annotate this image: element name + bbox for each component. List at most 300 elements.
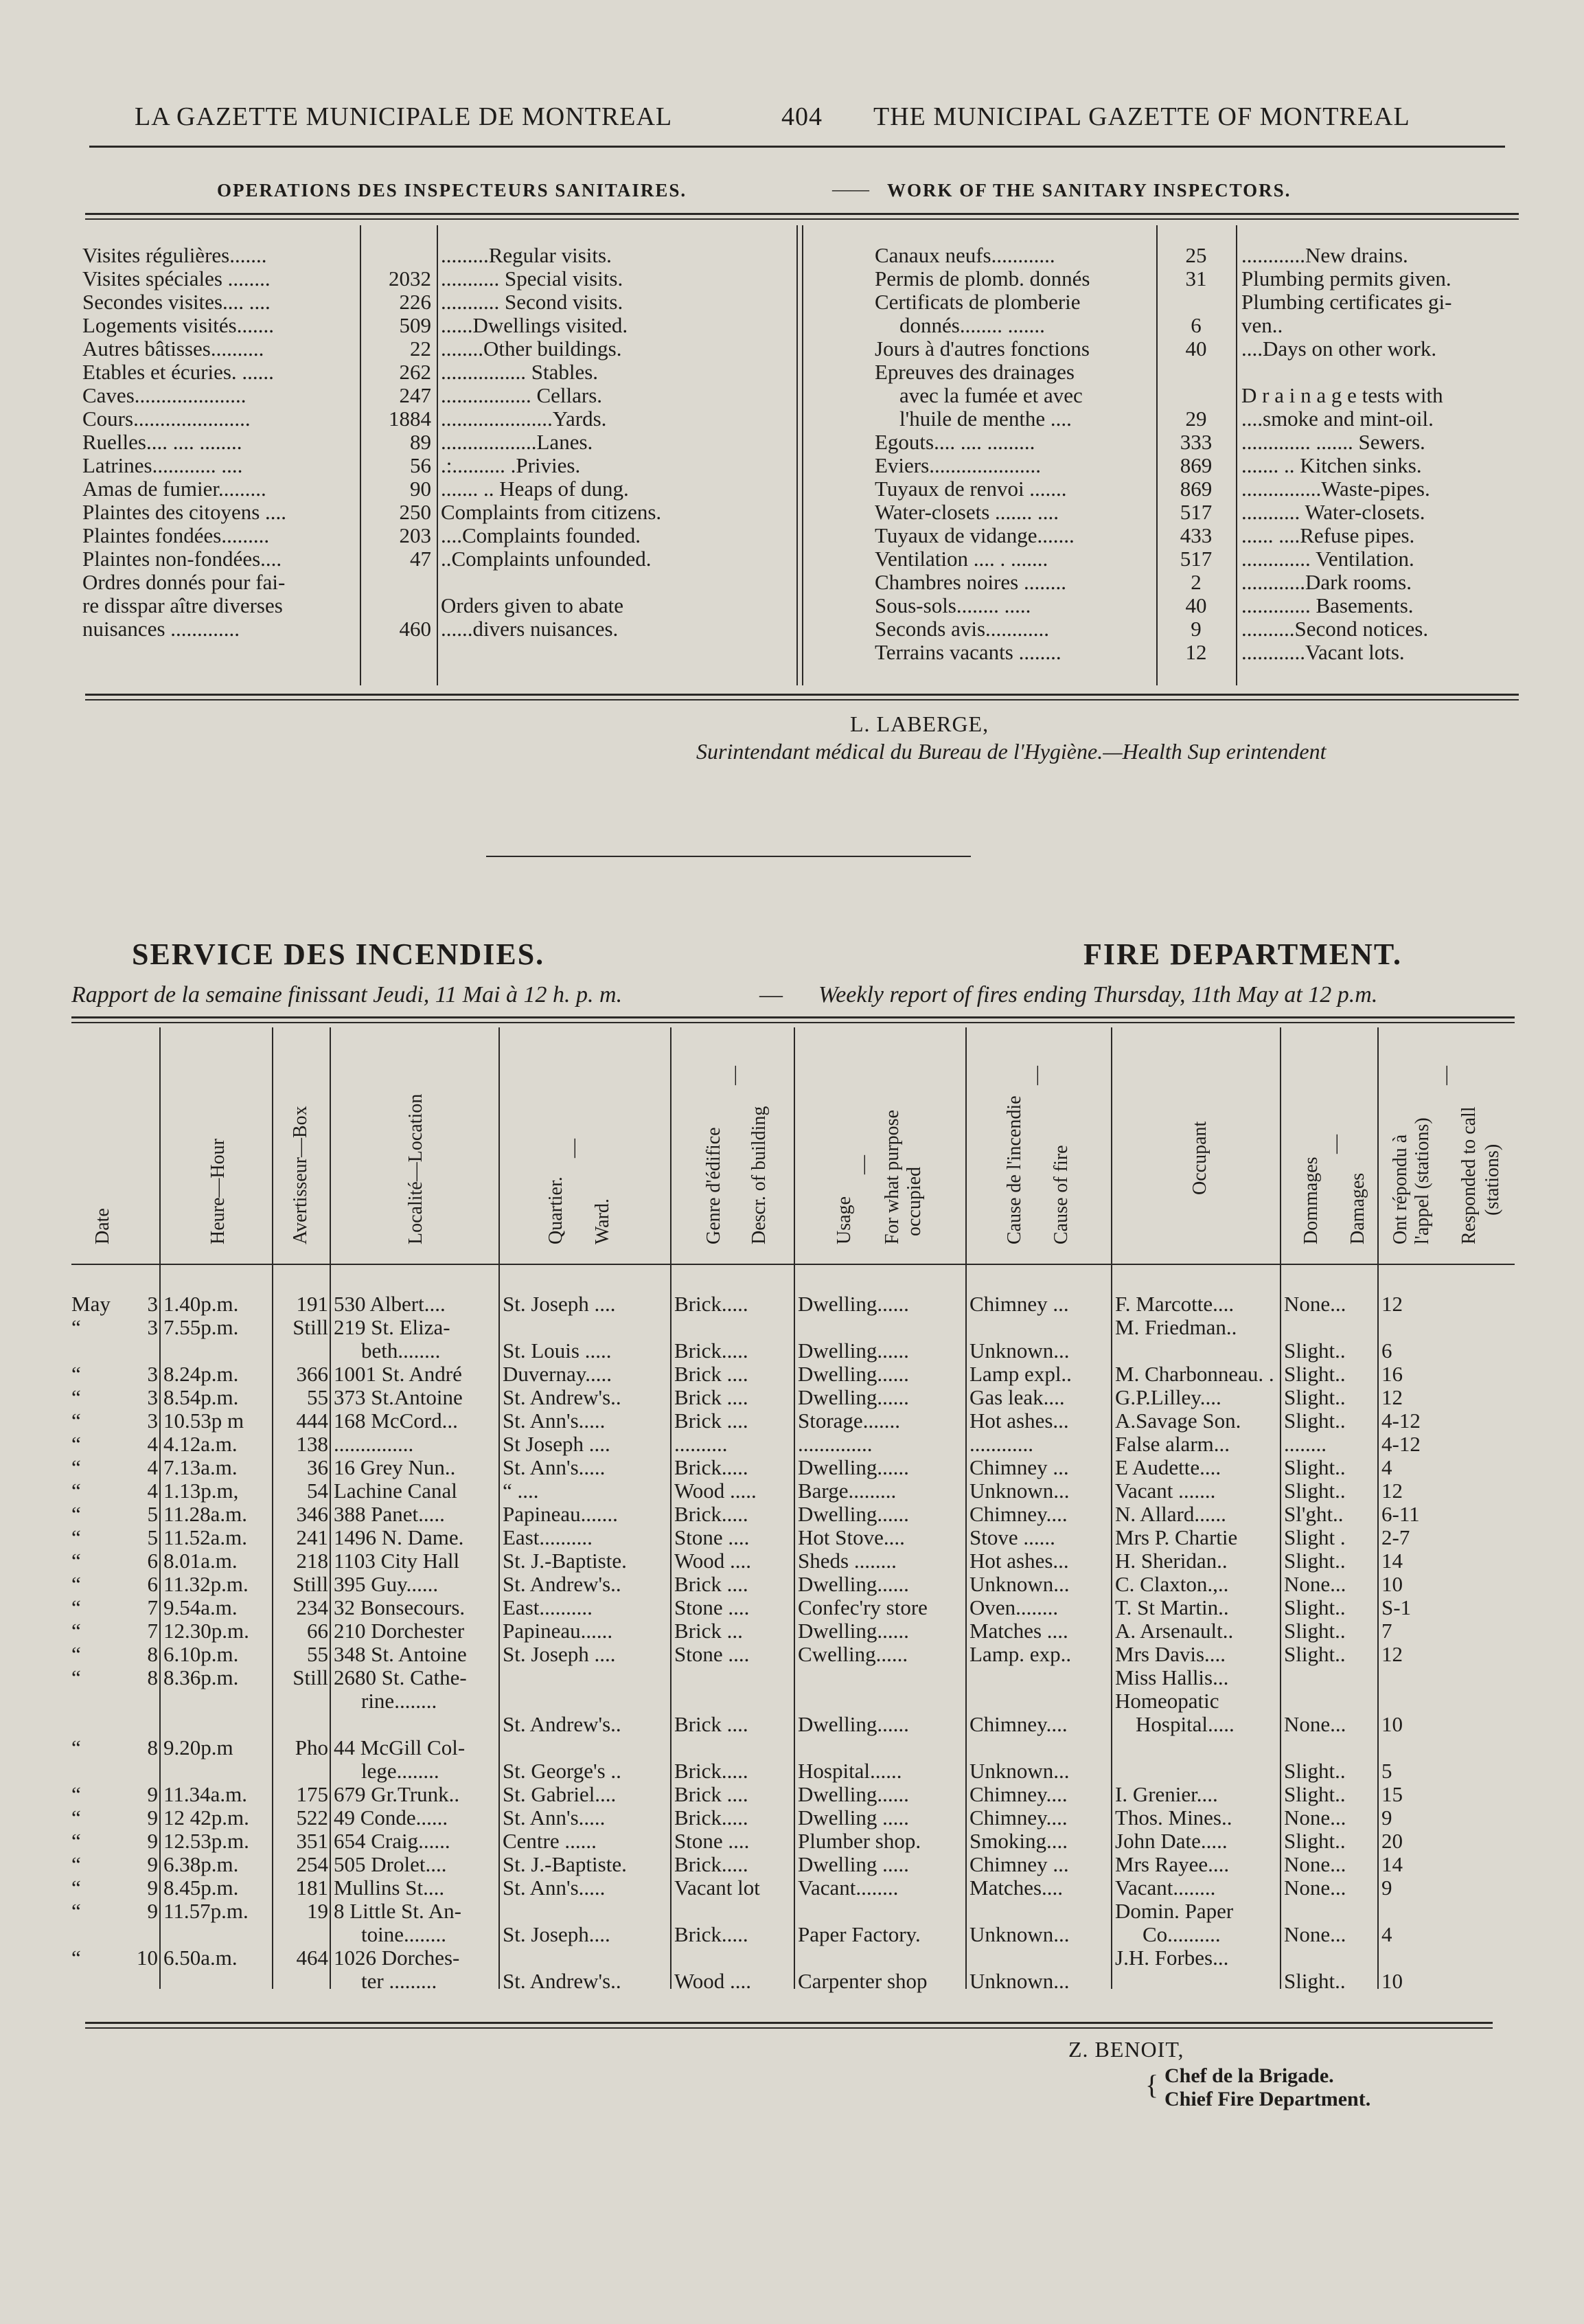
col-header-use-en1: For what purpose: [882, 1110, 903, 1244]
cell-usage: Dwelling......: [798, 1292, 909, 1316]
col-header-dmg-en: Damages: [1347, 1172, 1368, 1244]
cell-usage: Barge.........: [798, 1479, 897, 1503]
cell-damages: Slight..: [1284, 1643, 1346, 1666]
cell-month: “: [71, 1736, 81, 1759]
cell-box: 175: [296, 1783, 328, 1806]
cell-month: “: [71, 1526, 81, 1549]
cell-usage: Dwelling......: [798, 1339, 909, 1363]
sanitary-left-label-en: ......divers nuisances.: [441, 617, 619, 641]
col-header-ward-dash: —: [563, 1139, 584, 1158]
sanitary-right-value: 869: [1180, 477, 1213, 501]
cell-cause: Unknown...: [969, 1759, 1070, 1783]
cell-day: 9: [147, 1806, 158, 1830]
cell-ward: St. J.-Baptiste.: [503, 1853, 627, 1876]
sanitary-right-label-en: ............Dark rooms.: [1241, 570, 1412, 594]
cell-ward: St. Joseph ....: [503, 1292, 616, 1316]
cell-damages: Slight..: [1284, 1970, 1346, 1993]
cell-responded: 4-12: [1381, 1433, 1421, 1456]
cell-responded: 14: [1381, 1549, 1403, 1573]
cell-location: rine........: [361, 1689, 437, 1713]
cell-damages: None...: [1284, 1292, 1346, 1316]
cell-responded: 20: [1381, 1830, 1403, 1853]
cell-day: 9: [147, 1900, 158, 1923]
cell-building: Brick.....: [674, 1759, 748, 1783]
sanitary-left-label-fr: Latrines............ ....: [82, 453, 243, 477]
cell-location: 505 Drolet....: [334, 1853, 447, 1876]
cell-ward: St. J.-Baptiste.: [503, 1549, 627, 1573]
cell-damages: Slight..: [1284, 1830, 1346, 1853]
sanitary-right-label-en: ........... Water-closets.: [1241, 500, 1425, 524]
cell-occupant: H. Sheridan..: [1115, 1549, 1228, 1573]
sanitary-right-label-en: ....smoke and mint-oil.: [1241, 407, 1434, 431]
sanitary-right-label-fr: Epreuves des drainages: [875, 360, 1075, 384]
sanitary-right-label-en: ...... ....Refuse pipes.: [1241, 523, 1415, 547]
cell-location: 44 McGill Col-: [334, 1736, 466, 1759]
cell-responded: 4: [1381, 1456, 1392, 1479]
sanitary-left-label-fr: Ruelles.... .... ........: [82, 430, 242, 454]
cell-responded: 2-7: [1381, 1526, 1410, 1549]
sanitary-left-label-en: .........Regular visits.: [441, 243, 612, 267]
cell-hour: 11.32p.m.: [163, 1573, 249, 1596]
cell-cause: Unknown...: [969, 1923, 1070, 1946]
cell-building: Brick ....: [674, 1713, 748, 1736]
cell-hour: 9.54a.m.: [163, 1596, 238, 1619]
cell-cause: Lamp expl..: [969, 1363, 1072, 1386]
sanitary-left-value: 2032: [389, 266, 431, 290]
sanitary-left-value: 22: [410, 337, 431, 361]
cell-occupant: Vacant........: [1115, 1876, 1216, 1900]
cell-damages: Sl'ght..: [1284, 1503, 1344, 1526]
cell-occupant: False alarm...: [1115, 1433, 1230, 1456]
sanitary-left-label-en: ....Complaints founded.: [441, 523, 641, 547]
cell-usage: Dwelling......: [798, 1503, 909, 1526]
sanitary-left-label-en: ......Dwellings visited.: [441, 313, 628, 337]
cell-damages: None...: [1284, 1876, 1346, 1900]
sanitary-left-value: 247: [399, 383, 431, 407]
cell-usage: Dwelling .....: [798, 1806, 909, 1830]
col-header-bldg-dash: —: [724, 1066, 745, 1085]
cell-building: Brick.....: [674, 1923, 748, 1946]
cell-cause: Chimney....: [969, 1713, 1068, 1736]
cell-occupant: Thos. Mines..: [1115, 1806, 1232, 1830]
sanitary-right-label-en: ....... .. Kitchen sinks.: [1241, 453, 1422, 477]
sanitary-right-label-fr: Certificats de plomberie: [875, 290, 1081, 314]
cell-ward: St. George's ..: [503, 1759, 621, 1783]
cell-location: Mullins St....: [334, 1876, 445, 1900]
cell-ward: East..........: [503, 1596, 593, 1619]
cell-month: “: [71, 1806, 81, 1830]
cell-day: 8: [147, 1666, 158, 1689]
section-divider: [486, 856, 971, 857]
cell-day: 9: [147, 1783, 158, 1806]
cell-usage: Vacant........: [798, 1876, 899, 1900]
sanitary-right-value: 40: [1185, 337, 1207, 361]
cell-usage: ..............: [798, 1433, 873, 1456]
cell-occupant: Vacant .......: [1115, 1479, 1216, 1503]
cell-hour: 11.57p.m.: [163, 1900, 249, 1923]
sanitary-right-label-fr: Jours à d'autres fonctions: [875, 337, 1090, 361]
cell-usage: Dwelling......: [798, 1386, 909, 1409]
cell-day: 5: [147, 1503, 158, 1526]
cell-location: toine........: [361, 1923, 446, 1946]
sanitary-right-label-en: ............Vacant lots.: [1241, 640, 1405, 664]
col-header-resp-fr2: l'appel (stations): [1412, 1117, 1433, 1244]
col-header-hour: Heure—Hour: [207, 1139, 229, 1244]
cell-month: “: [71, 1573, 81, 1596]
cell-building: Stone ....: [674, 1643, 750, 1666]
sanitary-left-value: 203: [399, 523, 431, 547]
cell-hour: 11.52a.m.: [163, 1526, 247, 1549]
cell-cause: Chimney....: [969, 1783, 1068, 1806]
sanitary-right-value: 433: [1180, 523, 1213, 547]
cell-damages: Slight..: [1284, 1339, 1346, 1363]
cell-responded: 10: [1381, 1970, 1403, 1993]
cell-hour: 12.53p.m.: [163, 1830, 249, 1853]
cell-hour: 8.24p.m.: [163, 1363, 239, 1386]
cell-building: Vacant lot: [674, 1876, 760, 1900]
cell-ward: St. Andrew's..: [503, 1386, 621, 1409]
sanitary-left-value: 90: [410, 477, 431, 501]
cell-hour: 8.36p.m.: [163, 1666, 239, 1689]
cell-responded: 14: [1381, 1853, 1403, 1876]
cell-month: “: [71, 1363, 81, 1386]
sanitary-right-value: 6: [1191, 313, 1202, 337]
cell-responded: 7: [1381, 1619, 1392, 1643]
col-header-cause-dash: —: [1026, 1066, 1047, 1085]
fire-subtitle-dash: —: [759, 982, 783, 1007]
sanitary-left-value: 262: [399, 360, 431, 384]
cell-building: Brick ....: [674, 1386, 748, 1409]
cell-location: ...............: [334, 1433, 414, 1456]
cell-location: 1026 Dorches-: [334, 1946, 460, 1970]
cell-occupant: Miss Hallis...: [1115, 1666, 1229, 1689]
col-header-dmg-dash: —: [1325, 1135, 1346, 1154]
cell-month: “: [71, 1666, 81, 1689]
col-header-bldg-fr: Genre d'édifice: [703, 1127, 724, 1244]
cell-cause: Unknown...: [969, 1339, 1070, 1363]
cell-usage: Dwelling......: [798, 1456, 909, 1479]
cell-hour: 12.30p.m.: [163, 1619, 249, 1643]
cell-responded: S-1: [1381, 1596, 1412, 1619]
sanitary-right-label-fr: avec la fumée et avec: [899, 383, 1083, 407]
cell-location: 348 St. Antoine: [334, 1643, 467, 1666]
cell-ward: St. Joseph....: [503, 1923, 610, 1946]
cell-damages: ........: [1284, 1433, 1327, 1456]
cell-usage: Dwelling......: [798, 1363, 909, 1386]
cell-cause: Hot ashes...: [969, 1549, 1069, 1573]
sanitary-left-label-fr: Etables et écuries. ......: [82, 360, 274, 384]
cell-location: 679 Gr.Trunk..: [334, 1783, 460, 1806]
cell-location: beth........: [361, 1339, 441, 1363]
cell-responded: 6-11: [1381, 1503, 1420, 1526]
cell-day: 3: [147, 1363, 158, 1386]
sanitary-right-label-fr: Seconds avis............: [875, 617, 1050, 641]
cell-ward: St Joseph ....: [503, 1433, 610, 1456]
cell-location: 219 St. Eliza-: [334, 1316, 450, 1339]
cell-month: “: [71, 1900, 81, 1923]
cell-building: Brick ....: [674, 1783, 748, 1806]
cell-hour: 8.54p.m.: [163, 1386, 239, 1409]
sanitary-right-value: 25: [1185, 243, 1207, 267]
cell-box: 191: [296, 1292, 328, 1316]
cell-building: Wood ....: [674, 1549, 752, 1573]
cell-building: Stone ....: [674, 1596, 750, 1619]
header-left: LA GAZETTE MUNICIPALE DE MONTREAL: [135, 102, 673, 131]
cell-day: 8: [147, 1643, 158, 1666]
sanitary-right-label-en: ............. Basements.: [1241, 593, 1414, 617]
cell-month: May: [71, 1292, 111, 1316]
sanitary-signature-name: L. LABERGE,: [850, 711, 989, 736]
cell-month: “: [71, 1876, 81, 1900]
cell-cause: Lamp. exp..: [969, 1643, 1072, 1666]
cell-cause: Matches ....: [969, 1619, 1068, 1643]
cell-occupant: A.Savage Son.: [1115, 1409, 1241, 1433]
cell-location: 49 Conde......: [334, 1806, 448, 1830]
cell-location: 210 Dorchester: [334, 1619, 465, 1643]
cell-location: 1001 St. André: [334, 1363, 462, 1386]
cell-month: “: [71, 1503, 81, 1526]
cell-building: Brick ...: [674, 1619, 743, 1643]
fire-signature-line1: Chef de la Brigade.: [1164, 2064, 1334, 2087]
cell-occupant: I. Grenier....: [1115, 1783, 1218, 1806]
cell-month: “: [71, 1433, 81, 1456]
col-header-use-dash: —: [853, 1155, 874, 1174]
cell-building: Wood ....: [674, 1970, 752, 1993]
cell-ward: Centre ......: [503, 1830, 597, 1853]
sanitary-left-label-fr: Visites spéciales ........: [82, 266, 271, 290]
cell-box: Still: [292, 1666, 328, 1689]
sanitary-left-value: 56: [410, 453, 431, 477]
cell-damages: Slight .: [1284, 1526, 1346, 1549]
col-header-resp-fr1: Ont répondu à: [1390, 1134, 1411, 1244]
cell-ward: Papineau......: [503, 1619, 613, 1643]
sanitary-right-label-fr: Tuyaux de renvoi .......: [875, 477, 1067, 501]
cell-damages: Slight..: [1284, 1456, 1346, 1479]
cell-day: 4: [147, 1433, 158, 1456]
cell-location: 530 Albert....: [334, 1292, 446, 1316]
cell-location: 395 Guy......: [334, 1573, 439, 1596]
cell-ward: St. Louis .....: [503, 1339, 612, 1363]
sanitary-left-value: 226: [399, 290, 431, 314]
cell-damages: Slight..: [1284, 1479, 1346, 1503]
cell-damages: Slight..: [1284, 1409, 1346, 1433]
cell-building: Wood .....: [674, 1479, 757, 1503]
sanitary-right-label-en: ............. Ventilation.: [1241, 547, 1414, 571]
sanitary-left-value: 509: [399, 313, 431, 337]
cell-month: “: [71, 1596, 81, 1619]
sanitary-right-label-en: D r a i n a g e tests with: [1241, 383, 1443, 407]
cell-usage: Dwelling......: [798, 1573, 909, 1596]
sanitary-rule-bottom: [85, 694, 1519, 696]
cell-occupant: C. Claxton.,..: [1115, 1573, 1229, 1596]
cell-hour: 6.50a.m.: [163, 1946, 238, 1970]
sanitary-left-label-en: ........... Special visits.: [441, 266, 623, 290]
cell-cause: Stove ......: [969, 1526, 1055, 1549]
cell-usage: Confec'ry store: [798, 1596, 928, 1619]
cell-month: “: [71, 1783, 81, 1806]
sanitary-right-value: 333: [1180, 430, 1213, 454]
cell-day: 4: [147, 1456, 158, 1479]
cell-hour: 6.10p.m.: [163, 1643, 239, 1666]
cell-occupant: Mrs Rayee....: [1115, 1853, 1230, 1876]
cell-month: “: [71, 1619, 81, 1643]
sanitary-left-label-en: ................ Stables.: [441, 360, 599, 384]
cell-location: ter .........: [361, 1970, 437, 1993]
cell-cause: Unknown...: [969, 1970, 1070, 1993]
cell-hour: 8.45p.m.: [163, 1876, 239, 1900]
cell-location: 16 Grey Nun..: [334, 1456, 456, 1479]
cell-cause: Chimney ...: [969, 1292, 1069, 1316]
cell-day: 3: [147, 1409, 158, 1433]
sanitary-right-label-en: ven..: [1241, 313, 1283, 337]
cell-occupant: John Date.....: [1115, 1830, 1228, 1853]
cell-building: Brick.....: [674, 1503, 748, 1526]
sanitary-left-label-fr: re disspar aître diverses: [82, 593, 283, 617]
sanitary-right-label-fr: Eviers.....................: [875, 453, 1041, 477]
cell-damages: Slight..: [1284, 1386, 1346, 1409]
col-header-date: Date: [92, 1208, 113, 1244]
sanitary-right-label-fr: Terrains vacants ........: [875, 640, 1061, 664]
cell-hour: 4.12a.m.: [163, 1433, 238, 1456]
cell-cause: Unknown...: [969, 1573, 1070, 1596]
sanitary-left-label-fr: Amas de fumier.........: [82, 477, 266, 501]
cell-occupant: N. Allard......: [1115, 1503, 1226, 1526]
cell-occupant: E Audette....: [1115, 1456, 1221, 1479]
cell-ward: St. Andrew's..: [503, 1713, 621, 1736]
cell-location: 2680 St. Cathe-: [334, 1666, 467, 1689]
cell-usage: Hospital......: [798, 1759, 902, 1783]
cell-building: Brick.....: [674, 1853, 748, 1876]
cell-responded: 6: [1381, 1339, 1392, 1363]
sanitary-right-value: 12: [1185, 640, 1207, 664]
cell-hour: 1.40p.m.: [163, 1292, 239, 1316]
cell-location: 373 St.Antoine: [334, 1386, 463, 1409]
cell-building: Brick.....: [674, 1292, 748, 1316]
sanitary-left-value: 460: [399, 617, 431, 641]
cell-ward: East..........: [503, 1526, 593, 1549]
sanitary-left-label-en: ..................Lanes.: [441, 430, 593, 454]
cell-responded: 12: [1381, 1386, 1403, 1409]
sanitary-left-label-fr: Caves.....................: [82, 383, 246, 407]
cell-box: 464: [296, 1946, 328, 1970]
cell-hour: 10.53p m: [163, 1409, 244, 1433]
cell-day: 7: [147, 1596, 158, 1619]
fire-title-fr: SERVICE DES INCENDIES.: [132, 937, 545, 971]
cell-box: 54: [307, 1479, 328, 1503]
cell-box: 36: [307, 1456, 328, 1479]
cell-ward: St. Ann's.....: [503, 1456, 606, 1479]
cell-building: Brick ....: [674, 1363, 748, 1386]
cell-month: “: [71, 1853, 81, 1876]
col-header-box: Avertisseur—Box: [290, 1106, 311, 1244]
sanitary-right-label-fr: Ventilation .... . .......: [875, 547, 1048, 571]
cell-cause: Chimney ...: [969, 1456, 1069, 1479]
cell-usage: Plumber shop.: [798, 1830, 921, 1853]
sanitary-right-label-en: Plumbing permits given.: [1241, 266, 1451, 290]
cell-box: 55: [307, 1643, 328, 1666]
cell-cause: Hot ashes...: [969, 1409, 1069, 1433]
cell-occupant: Mrs Davis....: [1115, 1643, 1226, 1666]
cell-location: 654 Craig......: [334, 1830, 450, 1853]
cell-usage: Cwelling......: [798, 1643, 908, 1666]
sanitary-left-label-fr: Ordres donnés pour fai-: [82, 570, 286, 594]
header-rule: [89, 146, 1505, 148]
cell-location: 168 McCord...: [334, 1409, 458, 1433]
cell-location: Lachine Canal: [334, 1479, 457, 1503]
cell-occupant: J.H. Forbes...: [1115, 1946, 1229, 1970]
sanitary-left-value: 250: [399, 500, 431, 524]
cell-responded: 12: [1381, 1479, 1403, 1503]
cell-damages: Slight..: [1284, 1759, 1346, 1783]
cell-box: 241: [296, 1526, 328, 1549]
sanitary-left-label-fr: Logements visités.......: [82, 313, 274, 337]
sanitary-right-label-fr: l'huile de menthe ....: [899, 407, 1072, 431]
cell-month: “: [71, 1409, 81, 1433]
sanitary-right-value: 2: [1191, 570, 1202, 594]
cell-ward: St. Andrew's..: [503, 1573, 621, 1596]
sanitary-right-value: 40: [1185, 593, 1207, 617]
col-header-ward-en: Ward.: [592, 1198, 613, 1244]
cell-day: 9: [147, 1830, 158, 1853]
sanitary-right-label-en: ....Days on other work.: [1241, 337, 1437, 361]
cell-box: 254: [296, 1853, 328, 1876]
fire-signature-name: Z. BENOIT,: [1068, 2037, 1184, 2062]
sanitary-title-en: WORK OF THE SANITARY INSPECTORS.: [887, 180, 1292, 201]
cell-hour: 1.13p.m,: [163, 1479, 239, 1503]
sanitary-right-value: 869: [1180, 453, 1213, 477]
cell-hour: 9.20p.m: [163, 1736, 233, 1759]
sanitary-right-label-fr: Tuyaux de vidange.......: [875, 523, 1075, 547]
sanitary-left-label-fr: nuisances .............: [82, 617, 240, 641]
cell-responded: 10: [1381, 1573, 1403, 1596]
sanitary-right-label-en: ............New drains.: [1241, 243, 1408, 267]
cell-damages: Slight..: [1284, 1596, 1346, 1619]
cell-damages: Slight..: [1284, 1619, 1346, 1643]
sanitary-right-label-en: ............. ....... Sewers.: [1241, 430, 1425, 454]
cell-day: 3: [147, 1316, 158, 1339]
cell-box: Still: [292, 1573, 328, 1596]
cell-box: 444: [296, 1409, 328, 1433]
cell-box: 19: [307, 1900, 328, 1923]
cell-hour: 8.01a.m.: [163, 1549, 238, 1573]
sanitary-right-value: 517: [1180, 500, 1213, 524]
cell-hour: 11.34a.m.: [163, 1783, 247, 1806]
sanitary-left-label-en: .:.......... .Privies.: [441, 453, 581, 477]
cell-building: Brick.....: [674, 1806, 748, 1830]
sanitary-right-value: 31: [1185, 266, 1207, 290]
cell-box: 522: [296, 1806, 328, 1830]
cell-cause: Chimney....: [969, 1503, 1068, 1526]
col-header-resp-en1: Responded to call: [1458, 1106, 1480, 1244]
cell-usage: Dwelling......: [798, 1713, 909, 1736]
cell-cause: Matches....: [969, 1876, 1064, 1900]
cell-ward: St. Ann's.....: [503, 1409, 606, 1433]
cell-damages: None...: [1284, 1573, 1346, 1596]
cell-occupant: F. Marcotte....: [1115, 1292, 1235, 1316]
cell-damages: None...: [1284, 1713, 1346, 1736]
sanitary-right-label-en: ...............Waste-pipes.: [1241, 477, 1430, 501]
page-number: 404: [781, 102, 823, 131]
cell-occupant: G.P.Lilley....: [1115, 1386, 1221, 1409]
cell-location: 8 Little St. An-: [334, 1900, 461, 1923]
sanitary-left-label-en: ....... .. Heaps of dung.: [441, 477, 629, 501]
cell-damages: None...: [1284, 1806, 1346, 1830]
sanitary-right-label-en: Plumbing certificates gi-: [1241, 290, 1452, 314]
fire-subtitle-fr: Rapport de la semaine finissant Jeudi, 11 Mai à 12 h. p. m.: [71, 982, 623, 1007]
cell-cause: Gas leak....: [969, 1386, 1065, 1409]
sanitary-left-label-en: ........... Second visits.: [441, 290, 623, 314]
cell-occupant: M. Charbonneau. .: [1115, 1363, 1274, 1386]
